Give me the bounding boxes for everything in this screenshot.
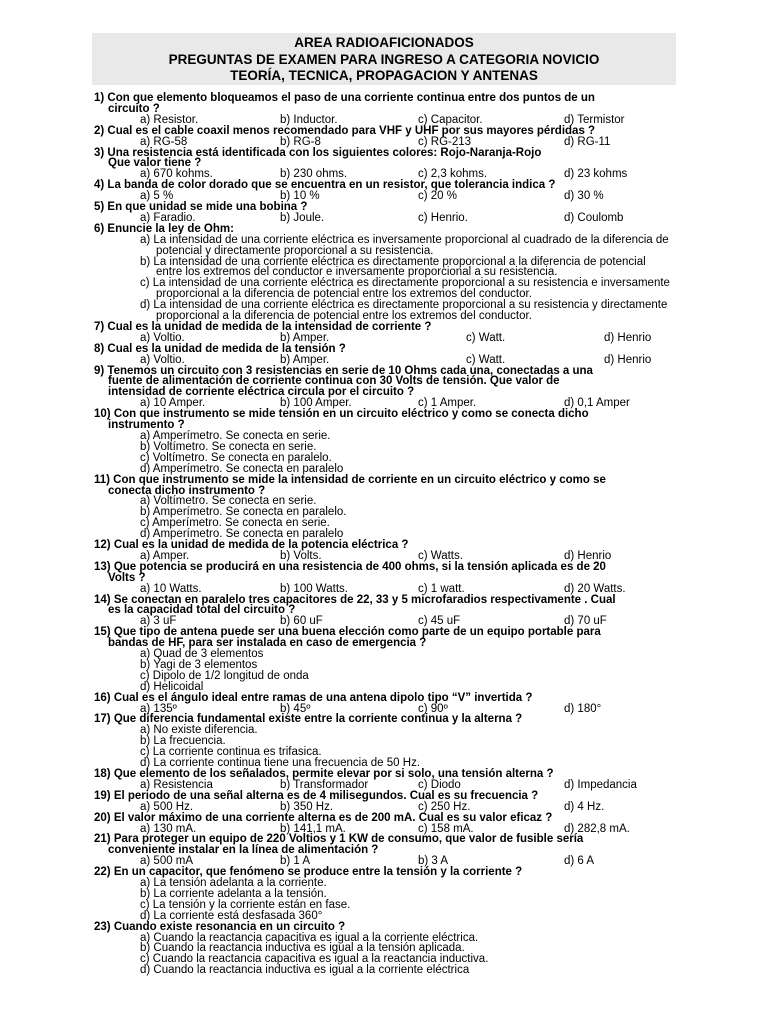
answer-option: a) 5 % — [140, 190, 174, 203]
question-text-continued: Volts ? — [108, 571, 146, 584]
question-text: 10) Con que instrumento se mide tensión en un circuito eléctrico y como se conecta dicho — [94, 408, 589, 421]
answer-options-row — [94, 333, 674, 344]
question-2 — [94, 126, 674, 148]
answer-option: c) La corriente continua es trifasica. — [140, 746, 322, 759]
question-text: 12) Cual es la unidad de medida de la potencia eléctrica ? — [94, 539, 409, 552]
question-17 — [94, 714, 674, 769]
answer-option: d) 20 Watts. — [564, 582, 626, 595]
answer-option: b) 45º — [280, 702, 311, 715]
question-6 — [94, 224, 674, 322]
answer-options-row — [94, 704, 674, 715]
question-3 — [94, 148, 674, 181]
answer-option: b) Cuando la reactancia inductiva es igual a la tensión aplicada. — [140, 942, 465, 955]
answer-option: d) 30 % — [564, 190, 604, 203]
answer-option: d) Helicoidal — [140, 680, 204, 693]
answer-option: a) Resistor. — [140, 113, 199, 126]
question-text-continued: circuito ? — [108, 102, 160, 115]
question-11 — [94, 475, 674, 540]
answer-option: b) La intensidad de una corriente eléctrica es directamente proporcional a la diferencia de potencial entre los extremos del conductor e inversamente proporcional a su resistencia. — [140, 255, 646, 279]
header-subtitle: PREGUNTAS DE EXAMEN PARA INGRESO A CATEGORIA NOVICIO — [168, 51, 600, 67]
answer-option: a) Voltio. — [140, 353, 185, 366]
question-15 — [94, 627, 674, 692]
answer-option: b) 350 Hz. — [280, 800, 334, 813]
answer-option: b) 3 A — [418, 855, 449, 868]
answer-option: b) Volts. — [280, 549, 322, 562]
question-text: 9) Tenemos un circuito con 3 resistencias en serie de 10 Ohms cada una, conectadas a una — [94, 364, 593, 377]
answer-option: b) 1 A — [280, 855, 311, 868]
answer-option: a) 10 Amper. — [140, 397, 206, 410]
question-text: 23) Cuando existe resonancia en un circuito ? — [94, 920, 346, 933]
answer-option: d) 0,1 Amper — [564, 397, 630, 410]
answer-option: d) Henrio — [564, 549, 612, 562]
answer-option: b) Amper. — [280, 331, 330, 344]
answer-option: c) 1 Amper. — [418, 397, 477, 410]
answer-option: a) Quad de 3 elementos — [140, 648, 264, 661]
answer-options-row — [94, 551, 674, 562]
answer-option: c) 20 % — [418, 190, 457, 203]
answer-option: b) Amperímetro. Se conecta en paralelo. — [140, 506, 347, 519]
question-text: 20) El valor máximo de una corriente alterna es de 200 mA. Cual es su valor eficaz ? — [94, 811, 553, 824]
answer-options-row — [94, 115, 674, 126]
question-text: 21) Para proteger un equipo de 220 Voltios y 1 KW de consumo, que valor de fusible sería — [94, 833, 584, 846]
question-19 — [94, 791, 674, 813]
answer-option: d) 180° — [564, 702, 602, 715]
answer-option: d) Coulomb — [564, 211, 624, 224]
question-text: 13) Que potencia se producirá en una resistencia de 400 ohms, si la tensión aplicada es de 20 — [94, 560, 606, 573]
answer-option: a) La tensión adelanta a la corriente. — [140, 877, 327, 889]
question-text: 8) Cual es la unidad de medida de la tensión ? — [94, 342, 346, 355]
answer-option: a) Amperímetro. Se conecta en serie. — [140, 429, 331, 442]
answer-option: a) Faradio. — [140, 211, 196, 224]
answer-option: d) 282,8 mA. — [564, 822, 630, 835]
answer-option: d) La corriente continua tiene una frecuencia de 50 Hz. — [140, 757, 421, 770]
question-text: 2) Cual es el cable coaxil menos recomendado para VHF y UHF por sus mayores pérdidas ? — [94, 124, 596, 137]
answer-option: d) Henrio — [604, 353, 652, 366]
answer-option: b) 10 % — [280, 190, 320, 203]
answer-option: a) 500 mA — [140, 855, 194, 868]
question-text-continued: conecta dicho instrumento ? — [108, 484, 266, 497]
answer-option: c) 158 mA. — [418, 822, 474, 835]
answer-option: b) 141,1 mA. — [280, 822, 346, 835]
answer-option: b) Voltímetro. Se conecta en serie. — [140, 440, 317, 453]
answer-option: d) La intensidad de una corriente eléctrica es directamente proporcional a su resistencia y directamente proporcional a la diferencia de potencial entre los extremos del conductor. — [140, 299, 668, 323]
answer-options-row — [94, 191, 674, 202]
answer-option: a) Voltímetro. Se conecta en serie. — [140, 495, 317, 508]
question-text-continued: intensidad de corriente eléctrica circula por el circuito ? — [108, 386, 415, 399]
answer-options-row — [94, 802, 674, 813]
question-text: 7) Cual es la unidad de medida de la intensidad de corriente ? — [94, 320, 432, 333]
answer-option: a) 670 kohms. — [140, 168, 213, 181]
answer-options-row — [94, 584, 674, 595]
answer-option: d) Termistor — [564, 113, 625, 126]
question-8 — [94, 344, 674, 366]
answer-option: d) RG-11 — [564, 135, 611, 148]
answer-options-row — [94, 824, 674, 835]
answer-option: c) Watt. — [466, 353, 506, 366]
answer-option: d) Amperímetro. Se conecta en paralelo — [140, 528, 344, 541]
question-text-continued: instrumento ? — [108, 419, 185, 432]
answer-option: c) 45 uF — [418, 615, 461, 628]
answer-options-row — [94, 169, 674, 180]
answer-option: a) Amper. — [140, 549, 190, 562]
answer-option: c) Dipolo de 1/2 longitud de onda — [140, 669, 309, 682]
answer-option: a) 130 mA. — [140, 822, 197, 835]
answer-option: d) 23 kohms — [564, 168, 628, 181]
question-12 — [94, 540, 674, 562]
answer-option: a) RG-58 — [140, 135, 188, 148]
question-21 — [94, 834, 674, 867]
answer-option: a) 135º — [140, 702, 177, 715]
answer-option: b) Yagi de 3 elementos — [140, 658, 258, 671]
question-1 — [94, 93, 674, 126]
question-text: 11) Con que instrumento se mide la intensidad de corriente en un circuito eléctrico y como se — [94, 473, 606, 486]
answer-option: d) Cuando la reactancia inductiva es igual a la corriente eléctrica — [140, 964, 470, 977]
answer-option: b) Amper. — [280, 353, 330, 366]
answer-option: c) Amperímetro. Se conecta en serie. — [140, 517, 330, 530]
header-topic: TEORÍA, TECNICA, PROPAGACION Y ANTENAS — [230, 68, 538, 83]
answer-option: c) Capacitor. — [418, 113, 483, 126]
questions-list — [94, 93, 674, 976]
answer-option: d) Amperímetro. Se conecta en paralelo — [140, 462, 344, 475]
answer-option: d) La corriente está desfasada 360° — [140, 909, 323, 922]
question-text: 5) En que unidad se mide una bobina ? — [94, 201, 308, 213]
answer-option: b) 230 ohms. — [280, 168, 348, 181]
question-text: 18) Que elemento de los señalados, permite elevar por si solo, una tensión alterna ? — [94, 768, 554, 780]
answer-option: a) La intensidad de una corriente eléctrica es inversamente proporcional al cuadrado de la diferencia de potencial y directamente proporcional a su resistencia. — [140, 233, 669, 257]
question-7 — [94, 322, 674, 344]
answer-option: b) La frecuencia. — [140, 735, 226, 748]
question-22 — [94, 867, 674, 922]
answer-option: a) 3 uF — [140, 615, 177, 628]
question-16 — [94, 693, 674, 715]
answer-option: c) Henrio. — [418, 211, 468, 224]
question-text: 19) El periodo de una señal alterna es de 4 milisegundos. Cual es su frecuencia ? — [94, 789, 539, 802]
question-18 — [94, 769, 674, 791]
answer-option: c) Diodo — [418, 778, 461, 791]
answer-option: c) 2,3 kohms. — [418, 168, 488, 181]
question-text: 15) Que tipo de antena puede ser una buena elección como parte de un equipo portable para — [94, 626, 601, 639]
question-text: 22) En un capacitor, que fenómeno se produce entre la tensión y la corriente ? — [94, 866, 523, 879]
question-text-continued: fuente de alimentación de corriente continua con 30 Volts de tensión. Que valor de — [108, 375, 560, 388]
question-23 — [94, 922, 674, 977]
answer-option: b) Transformador — [280, 778, 369, 791]
answer-option: c) Voltímetro. Se conecta en paralelo. — [140, 451, 332, 464]
question-13 — [94, 562, 674, 595]
answer-option: b) La corriente adelanta a la tensión. — [140, 887, 327, 900]
answer-option: a) 500 Hz. — [140, 800, 194, 813]
answer-options-row — [94, 780, 674, 791]
question-9 — [94, 366, 674, 410]
answer-options-row — [94, 856, 674, 867]
answer-option: a) 10 Watts. — [140, 582, 202, 595]
answer-option: d) Impedancia — [564, 778, 637, 791]
answer-option: b) 60 uF — [280, 615, 323, 628]
question-10 — [94, 409, 674, 474]
answer-option: c) Watts. — [418, 549, 463, 562]
answer-option: c) La intensidad de una corriente eléctrica es directamente proporcional a su resistencia e inversamente proporcional a la diferencia de potencial entre los extremos del conductor. — [140, 277, 670, 301]
answer-options-row — [94, 355, 674, 366]
question-20 — [94, 813, 674, 835]
answer-option: c) 1 watt. — [418, 582, 465, 595]
question-text: 1) Con que elemento bloqueamos el paso de una corriente continua entre dos puntos de un — [94, 92, 595, 104]
question-text-continued: conveniente instalar en la línea de alimentación ? — [108, 844, 379, 857]
question-text: 6) Enuncie la ley de Ohm: — [94, 222, 234, 235]
question-text: 3) Una resistencia está identificada con los siguientes colores: Rojo-Naranja-Rojo — [94, 146, 542, 159]
answer-option: b) 100 Amper. — [280, 397, 352, 410]
answer-option: d) 6 A — [564, 855, 595, 868]
answer-option: b) RG-8 — [280, 135, 321, 148]
header-title: AREA RADIOAFICIONADOS — [294, 35, 474, 50]
question-14 — [94, 595, 674, 628]
question-text-continued: es la capacidad total del circuito ? — [108, 604, 296, 617]
answer-option: a) Cuando la reactancia capacitiva es igual a la corriente eléctrica. — [140, 931, 479, 944]
answer-option: d) 4 Hz. — [564, 800, 605, 813]
answer-option: b) 100 Watts. — [280, 582, 348, 595]
answer-option: c) 90º — [418, 702, 448, 715]
answer-option: c) La tensión y la corriente están en fase. — [140, 898, 351, 911]
answer-options-row — [94, 137, 674, 148]
question-text-continued: Que valor tiene ? — [108, 157, 202, 170]
question-5 — [94, 202, 674, 224]
answer-option: c) RG-213 — [418, 135, 472, 148]
answer-option: a) Voltio. — [140, 331, 185, 344]
answer-option: c) 250 Hz. — [418, 800, 471, 813]
question-text: 14) Se conectan en paralelo tres capacitores de 22, 33 y 5 microfaradios respectivamente . Cual — [94, 593, 616, 606]
question-text-continued: bandas de HF, para ser instalada en caso de emergencia ? — [108, 637, 427, 650]
answer-option: d) Henrio — [604, 331, 652, 344]
answer-option: b) Inductor. — [280, 113, 338, 126]
question-text: 17) Que diferencia fundamental existe entre la corriente continua y la alterna ? — [94, 713, 523, 726]
answer-option: c) Cuando la reactancia capacitiva es igual a la reactancia inductiva. — [140, 953, 489, 966]
answer-option: b) Joule. — [280, 211, 325, 224]
question-text: 16) Cual es el ángulo ideal entre ramas de una antena dipolo tipo “V” invertida ? — [94, 691, 533, 704]
answer-options-row — [94, 398, 674, 409]
answer-options-row — [94, 213, 674, 224]
answer-option: a) No existe diferencia. — [140, 724, 258, 737]
document-header — [92, 33, 676, 85]
answer-options-row — [94, 616, 674, 627]
question-4 — [94, 180, 674, 202]
answer-option: a) Resistencia — [140, 778, 213, 791]
question-text: 4) La banda de color dorado que se encuentra en un resistor, que tolerancia indica ? — [94, 179, 556, 192]
answer-option: c) Watt. — [466, 331, 506, 344]
answer-option: d) 70 uF — [564, 615, 607, 628]
